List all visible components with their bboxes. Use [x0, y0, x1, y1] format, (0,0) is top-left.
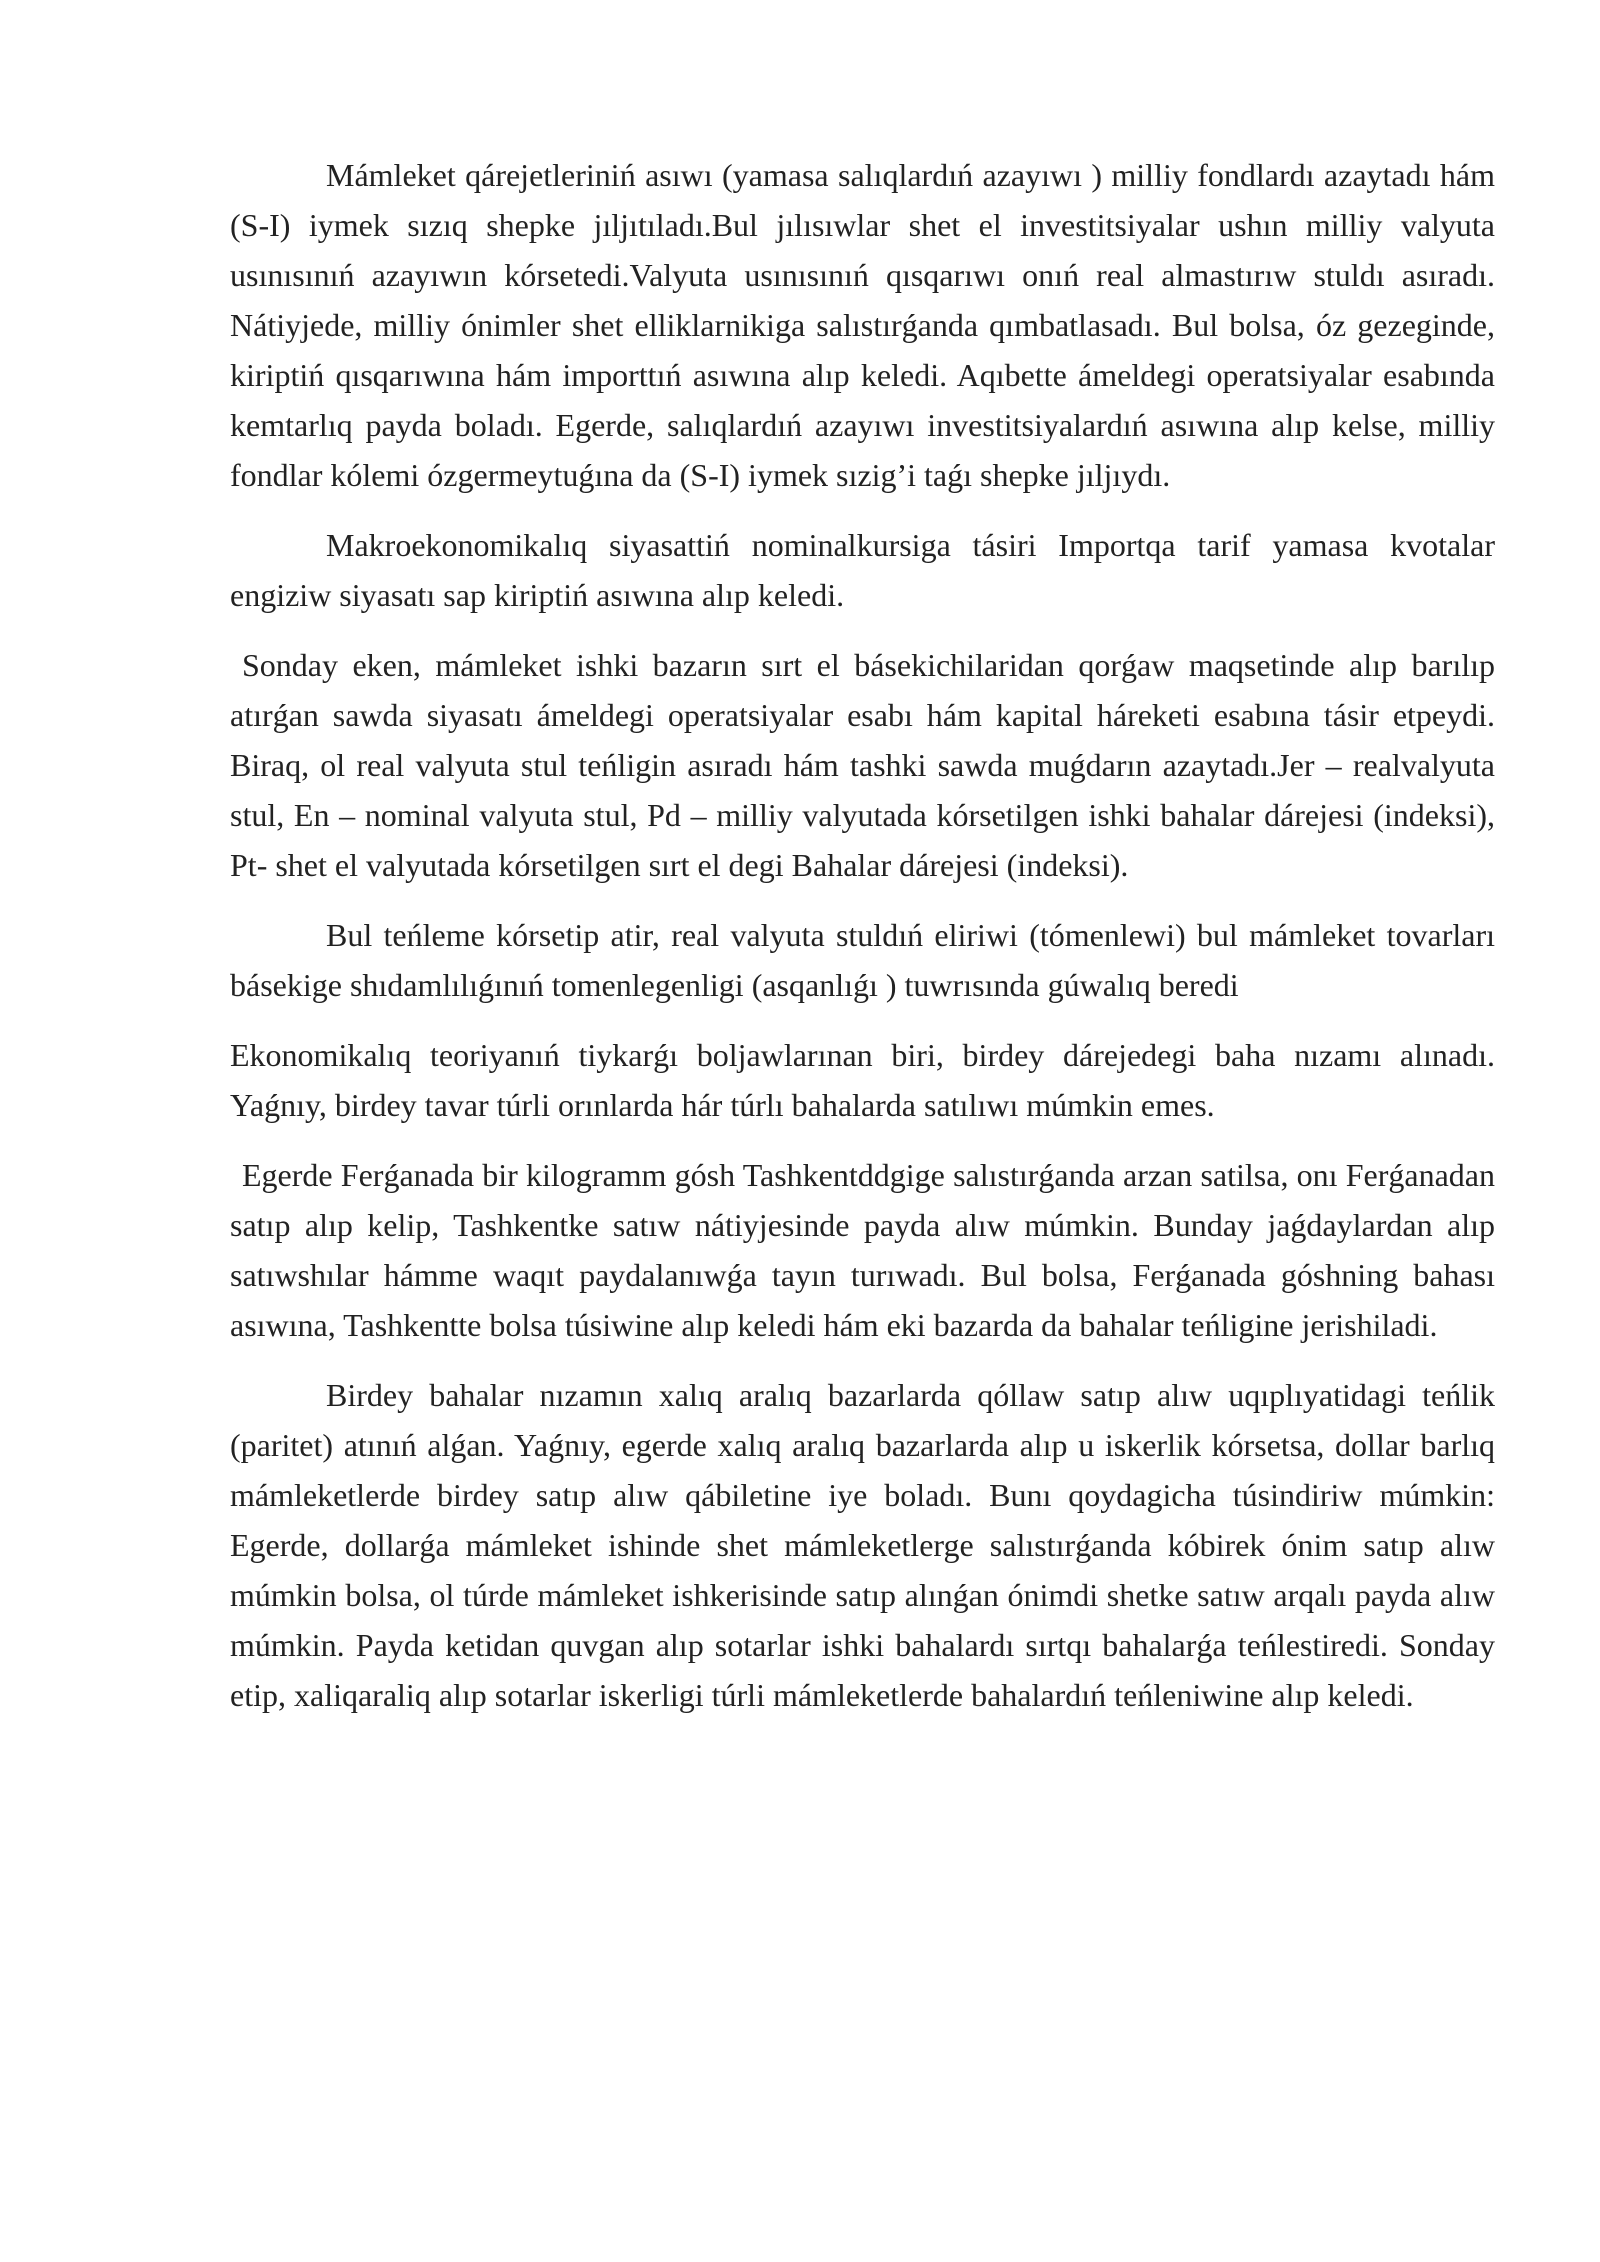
paragraph-4: Bul teńleme kórsetip atir, real valyuta stuldıń eliriwi (tómenlewi) bul mámleket tovarları básekige shıdamlılıǵınıń tomenlegenligi (asqanlıǵı ) tuwrısında gúwalıq beredi [230, 917, 1495, 1003]
paragraph-3: Sonday eken, mámleket ishki bazarın sırt el básekichilaridan qorǵaw maqsetinde alıp barılıp atırǵan sawda siyasatı ámeldegi operatsiyalar esabı hám kapital háreketi esabına tásir etpeydi. Biraq, ol real valyuta stul teńligin asıradı hám tashki sawda muǵdarın azaytadı.Jer – realvalyuta stul, En – nominal valyuta stul, Pd – milliy valyutada kórsetilgen ishki bahalar dárejesi (indeksi), Pt- shet el valyutada kórsetilgen sırt el degi Bahalar dárejesi (indeksi). [230, 647, 1495, 883]
paragraph-6: Egerde Ferǵanada bir kilogramm gósh Tashkentddgige salıstırǵanda arzan satilsa, onı Ferǵanadan satıp alıp kelip, Tashkentke satıw nátiyjesinde payda alıw múmkin. Bunday jaǵdaylardan alıp satıwshılar hámme waqıt paydalanıwǵa tayın turıwadı. Bul bolsa, Ferǵanada góshning bahası asıwına, Tashkentte bolsa túsiwine alıp keledi hám eki bazarda da bahalar teńligine jerishiladi. [230, 1157, 1495, 1343]
paragraph-2: Makroekonomikalıq siyasattiń nominalkursiga tásiri Importqa tarif yamasa kvotalar engiziw siyasatı sap kiriptiń asıwına alıp keledi. [230, 527, 1495, 613]
paragraph-5: Ekonomikalıq teoriyanıń tiykarǵı boljawlarınan biri, birdey dárejedegi baha nızamı alınadı. Yaǵnıy, birdey tavar túrli orınlarda hár túrlı bahalarda satılıwı múmkin emes. [230, 1037, 1495, 1123]
document-page [230, 150, 1495, 1740]
paragraph-7: Birdey bahalar nızamın xalıq aralıq bazarlarda qóllaw satıp alıw uqıplıyatidagi teńlik (paritet) atınıń alǵan. Yaǵnıy, egerde xalıq aralıq bazarlarda alıp u iskerlik kórsetsa, dollar barlıq mámleketlerde birdey satıp alıw qábiletine iye boladı. Bunı qoydagicha túsindiriw múmkin: Egerde, dollarǵa mámleket ishinde shet mámleketlerge salıstırǵanda kóbirek ónim satıp alıw múmkin bolsa, ol túrde mámleket ishkerisinde satıp alınǵan ónimdi shetke satıw arqalı payda alıw múmkin. Payda ketidan quvgan alıp sotarlar ishki bahalardı sırtqı bahalarǵa teńlestiredi. Sonday etip, xaliqaraliq alıp sotarlar iskerligi túrli mámleketlerde bahalardıń teńleniwine alıp keledi. [230, 1377, 1495, 1713]
paragraph-1: Mámleket qárejetleriniń asıwı (yamasa salıqlardıń azayıwı ) milliy fondlardı azaytadı hám (S-I) iymek sızıq shepke jıljıtıladı.Bul jılısıwlar shet el investitsiyalar ushın milliy valyuta usınısınıń azayıwın kórsetedi.Valyuta usınısınıń qısqarıwı onıń real almastırıw stuldı asıradı. Nátiyjede, milliy ónimler shet elliklarnikiga salıstırǵanda qımbatlasadı. Bul bolsa, óz gezeginde, kiriptiń qısqarıwına hám importtıń asıwına alıp keledi. Aqıbette ámeldegi operatsiyalar esabında kemtarlıq payda boladı. Egerde, salıqlardıń azayıwı investitsiyalardıń asıwına alıp kelse, milliy fondlar kólemi ózgermeytuǵına da (S-I) iymek sızig’i taǵı shepke jıljıydı. [230, 157, 1495, 493]
